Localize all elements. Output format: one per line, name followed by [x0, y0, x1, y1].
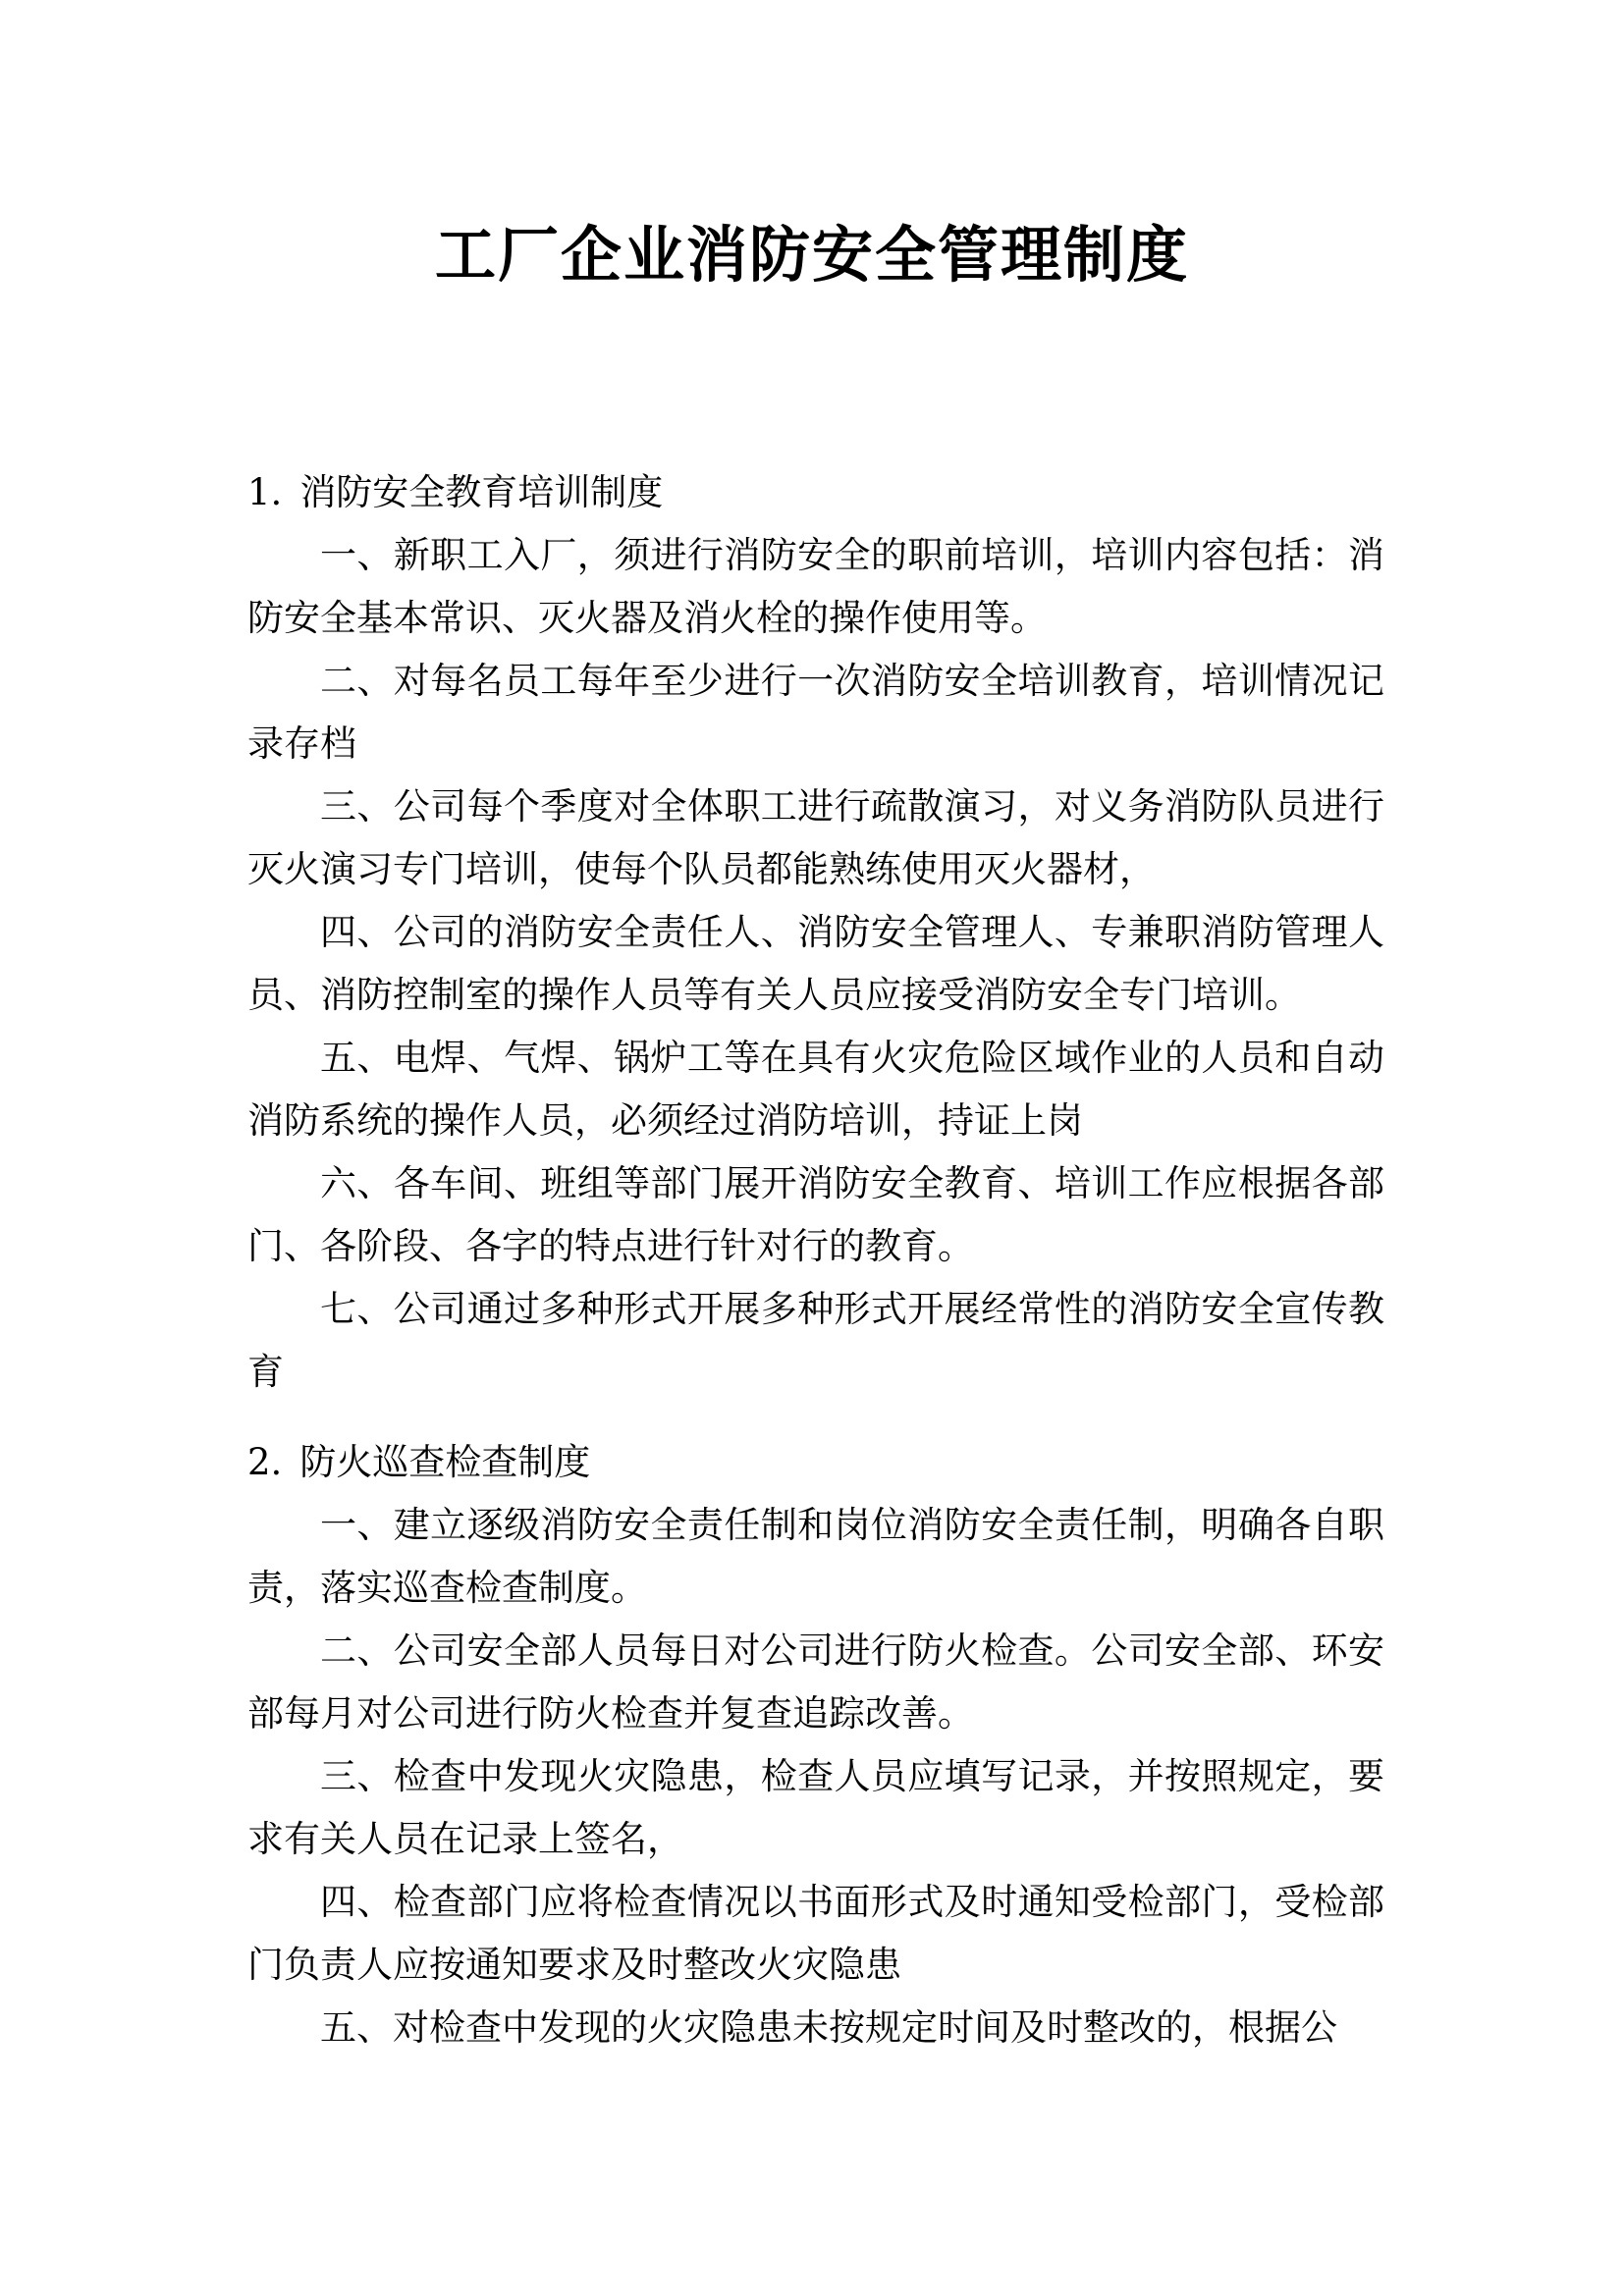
section-fire-safety-training — [247, 461, 1384, 1404]
section-number: 1. — [247, 471, 283, 513]
paragraph: 五、对检查中发现的火灾隐患未按规定时间及时整改的，根据公 — [320, 2006, 1337, 2049]
paragraph: 二、公司安全部人员每日对公司进行防火检查。公司安全部、环安部每月对公司进行防火检查并复查追踪改善。 — [247, 1629, 1384, 1735]
section-number: 2. — [247, 1441, 283, 1483]
paragraph: 四、公司的消防安全责任人、消防安全管理人、专兼职消防管理人员、消防控制室的操作人员等有关人员应接受消防安全专门培训。 — [247, 911, 1384, 1016]
section-fire-patrol-inspection — [247, 1431, 1384, 2059]
document-body — [247, 461, 1384, 2059]
paragraph: 六、各车间、班组等部门展开消防安全教育、培训工作应根据各部门、各阶段、各字的特点进行针对行的教育。 — [247, 1162, 1384, 1267]
paragraph: 一、建立逐级消防安全责任制和岗位消防安全责任制，明确各自职责，落实巡查检查制度。 — [247, 1504, 1384, 1609]
paragraph: 二、对每名员工每年至少进行一次消防安全培训教育，培训情况记录存档 — [247, 660, 1384, 765]
paragraph: 三、公司每个季度对全体职工进行疏散演习，对义务消防队员进行灭火演习专门培训，使每个队员都能熟练使用灭火器材， — [247, 785, 1384, 890]
section-heading-text: 防火巡查检查制度 — [299, 1441, 591, 1483]
paragraph: 三、检查中发现火灾隐患，检查人员应填写记录，并按照规定，要求有关人员在记录上签名， — [247, 1755, 1384, 1860]
paragraph: 一、新职工入厂，须进行消防安全的职前培训，培训内容包括：消防安全基本常识、灭火器及消火栓的操作使用等。 — [247, 534, 1384, 639]
section-heading — [247, 1431, 1384, 1494]
document-title: 工厂企业消防安全管理制度 — [434, 219, 1189, 291]
paragraph: 五、电焊、气焊、锅炉工等在具有火灾危险区域作业的人员和自动消防系统的操作人员，必须经过消防培训，持证上岗 — [247, 1037, 1384, 1142]
paragraph: 四、检查部门应将检查情况以书面形式及时通知受检部门，受检部门负责人应按通知要求及时整改火灾隐患 — [247, 1881, 1384, 1986]
section-heading-text: 消防安全教育培训制度 — [299, 471, 664, 513]
section-heading — [247, 461, 1384, 524]
paragraph: 七、公司通过多种形式开展多种形式开展经常性的消防安全宣传教育 — [247, 1288, 1384, 1393]
